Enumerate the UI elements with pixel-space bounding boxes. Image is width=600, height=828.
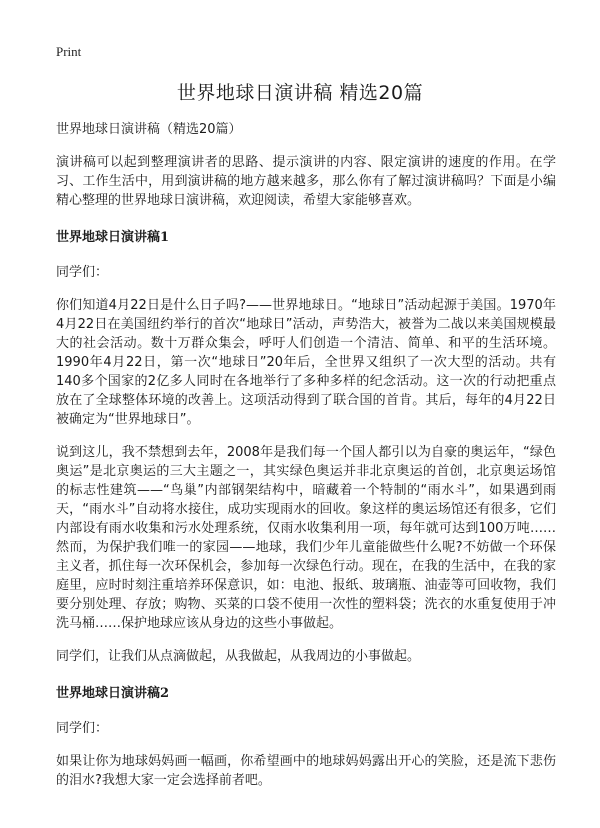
article-subtitle: 世界地球日演讲稿（精选20篇） [56,122,242,137]
page-title: 世界地球日演讲稿 精选20篇 [176,82,424,104]
section-greeting: 同学们： [56,721,109,736]
section-paragraph: 同学们，让我们从点滴做起，从我做起，从我周边的小事做起。 [56,649,421,664]
section-heading: 世界地球日演讲稿2 [56,686,170,701]
intro-paragraph: 演讲稿可以起到整理演讲者的思路、提示演讲的内容、限定演讲的速度的作用。在学习、工作生活中，用到演讲稿的地方越来越多，那么你有了解过演讲稿吗？下面是小编精心整理的世界地球日演讲稿，欢迎阅读，希望大家能够喜欢。 [56,155,556,208]
section-1 [56,228,556,666]
section-2 [56,684,556,790]
section-paragraph: 你们知道4月22日是什么日子吗?——世界地球日。“地球日”活动起源于美国。1970年4月22日在美国纽约举行的首次“地球日”活动，声势浩大，被誉为二战以来美国规模最大的社会活动。数十万群众集会，呼吁人们创造一个清洁、简单、和平的生活环境。1990年4月22日，第一次“地球日”20年后，全世界又组织了一次大型的活动。共有140多个国家的2亿多人同时在各地举行了多种多样的纪念活动。这一次的行动把重点放在了全球整体环境的改善上。这项活动得到了联合国的首肯。其后，每年的4月22日被确定为“世界地球日”。 [56,298,556,427]
section-greeting: 同学们： [56,265,109,280]
article-body [56,120,556,804]
section-paragraph: 如果让你为地球妈妈画一幅画，你希望画中的地球妈妈露出开心的笑脸，还是流下悲伤的泪水?我想大家一定会选择前者吧。 [56,754,556,788]
section-paragraph: 说到这儿，我不禁想到去年，2008年是我们每一个国人都引以为自豪的奥运年，“绿色奥运”是北京奥运的三大主题之一，其实绿色奥运并非北京奥运的首创，北京奥运场馆的标志性建筑——“鸟巢”内部钢架结构中，暗藏着一个特制的“雨水斗”，如果遇到雨天，“雨水斗”自动将水接住，成功实现雨水的回收。象这样的奥运场馆还有很多，它们内部设有雨水收集和污水处理系统，仅雨水收集利用一项，每年就可达到100万吨……然而，为保护我们唯一的家园——地球，我们少年儿童能做些什么呢?不妨做一个环保主义者，抓住每一次环保机会，参加每一次绿色行动。现在，在我的生活中，在我的家庭里，应时时刻注重培养环保意识，如：电池、报纸、玻璃瓶、油壶等可回收物，我们要分别处理、存放；购物、买菜的口袋不使用一次性的塑料袋；洗衣的水重复使用于冲洗马桶……保护地球应该从身边的这些小事做起。 [56,445,556,631]
print-link[interactable]: Print [56,44,82,59]
section-heading: 世界地球日演讲稿1 [56,230,170,245]
